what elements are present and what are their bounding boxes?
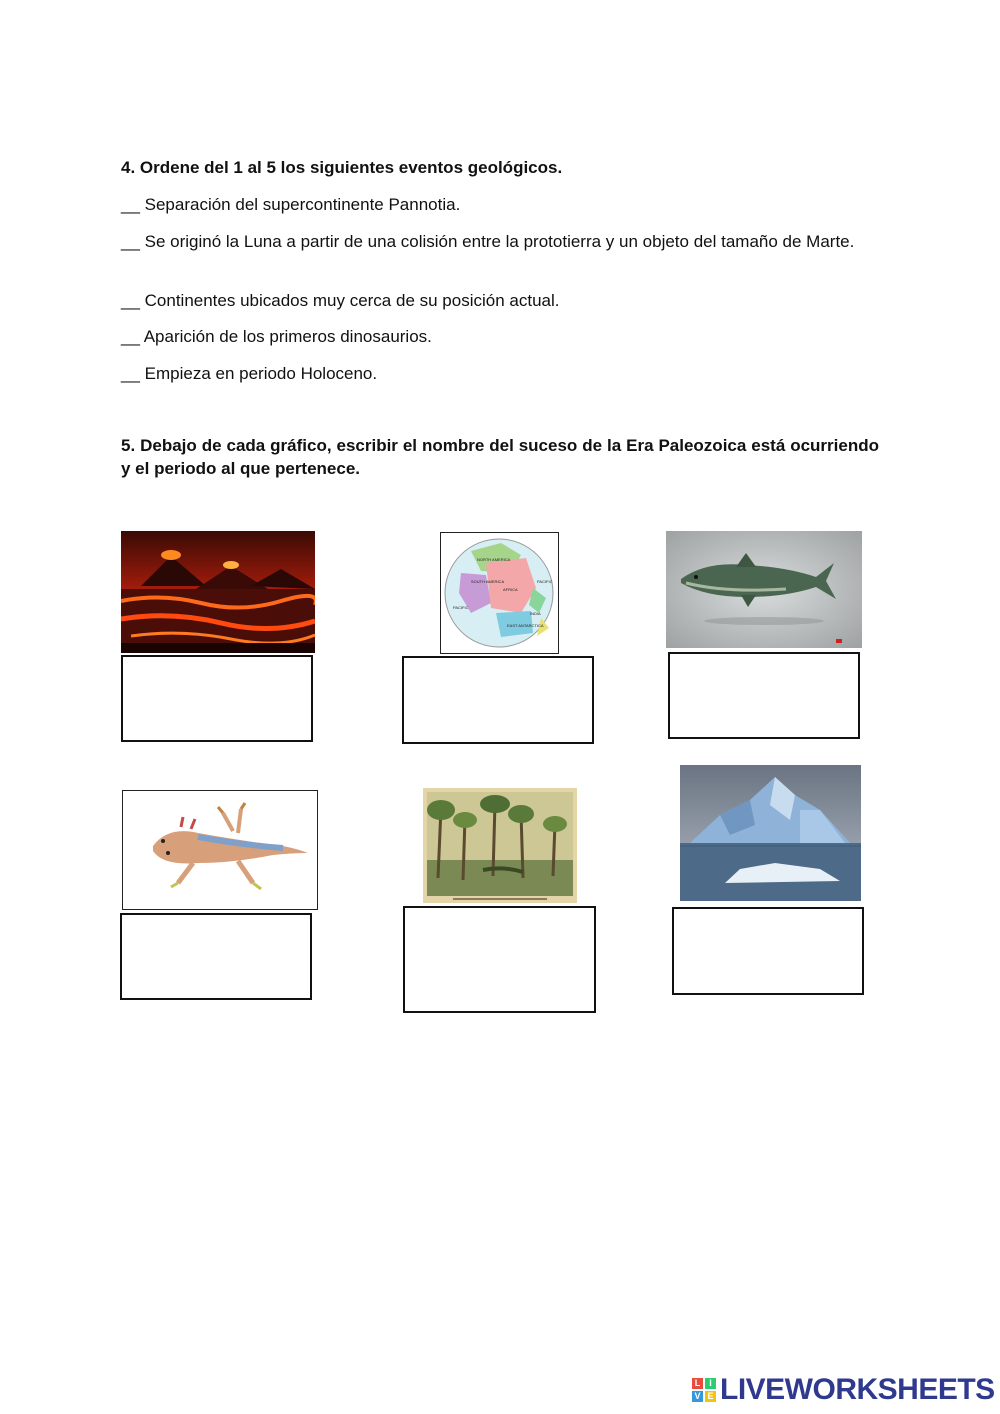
- question-4-title: 4. Ordene del 1 al 5 los siguientes eventos geológicos.: [121, 158, 563, 177]
- map-label-india: INDIA: [530, 611, 541, 616]
- question-4-item-4: __ Aparición de los primeros dinosaurios.: [121, 327, 432, 346]
- answer-box-6[interactable]: [672, 907, 864, 995]
- answer-box-3[interactable]: [668, 652, 860, 739]
- pangea-globe-map-image: [440, 532, 559, 654]
- logo-icon-letter-i: I: [705, 1378, 716, 1389]
- answer-box-1[interactable]: [121, 655, 313, 742]
- amphibian-lizard-image: [122, 790, 318, 910]
- prehistoric-fish-image: [666, 531, 862, 648]
- map-label-south-america: SOUTH AMERICA: [471, 579, 505, 584]
- logo-icon-letter-e: E: [705, 1391, 716, 1402]
- question-4-item-1: __ Separación del supercontinente Pannotia.: [121, 195, 461, 214]
- carboniferous-forest-image: [423, 788, 577, 903]
- liveworksheets-logo-icon: [692, 1378, 716, 1402]
- logo-icon-letter-l: L: [692, 1378, 703, 1389]
- map-label-africa: AFRICA: [503, 587, 518, 592]
- answer-box-5[interactable]: [403, 906, 596, 1013]
- logo-text: LIVEWORKSHEETS: [720, 1373, 995, 1406]
- liveworksheets-logo: [692, 1372, 995, 1408]
- question-4-item-5: __ Empieza en periodo Holoceno.: [121, 364, 378, 383]
- question-5-title: 5. Debajo de cada gráfico, escribir el nombre del suceso de la Era Paleozoica está ocurriendo y el periodo al que pertenece.: [121, 436, 879, 478]
- map-label-pacific-east: PACIFIC: [537, 579, 553, 584]
- map-label-east-antarctica: EAST ANTARCTICA: [507, 623, 544, 628]
- map-label-north-america: NORTH AMERICA: [477, 557, 511, 562]
- question-4-item-2: __ Se originó la Luna a partir de una colisión entre la prototierra y un objeto del tamaño de Marte.: [121, 232, 855, 251]
- map-label-pacific-west: PACIFIC: [453, 605, 469, 610]
- volcanic-landscape-image: [121, 531, 315, 653]
- answer-box-2[interactable]: [402, 656, 594, 744]
- question-4-item-3: __ Continentes ubicados muy cerca de su posición actual.: [121, 291, 560, 310]
- iceberg-image: [680, 765, 861, 901]
- answer-box-4[interactable]: [120, 913, 312, 1000]
- logo-icon-letter-v: V: [692, 1391, 703, 1402]
